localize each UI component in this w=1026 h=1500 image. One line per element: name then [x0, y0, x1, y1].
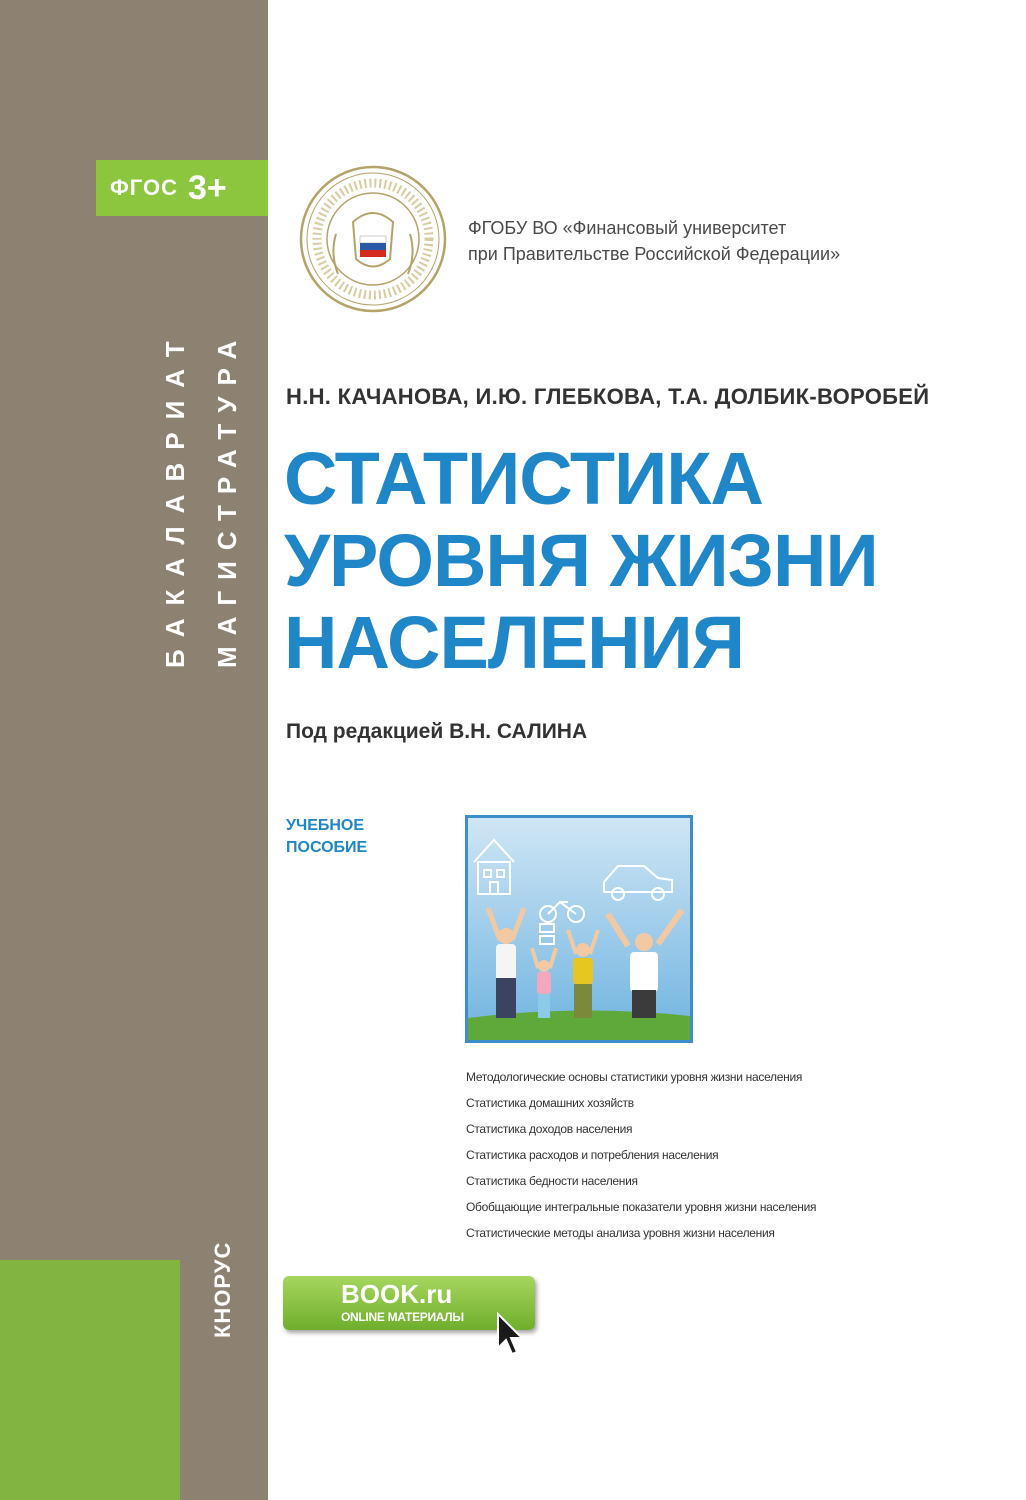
- toc-item: Методологические основы статистики уровня жизни населения: [466, 1070, 803, 1084]
- family-sky-illustration: [468, 818, 690, 1040]
- spine-green-block: [0, 1260, 180, 1500]
- title-line-3: НАСЕЛЕНИЯ: [284, 601, 744, 684]
- book-type: [286, 815, 367, 859]
- toc-item: Статистика бедности населения: [466, 1174, 638, 1188]
- level-master: МАГИСТРАТУРА: [212, 329, 242, 668]
- toc-item: Статистические методы анализа уровня жизни населения: [466, 1226, 775, 1240]
- book-title: [284, 438, 984, 684]
- toc-item: Статистика расходов и потребления населения: [466, 1148, 719, 1162]
- authors: Н.Н. КАЧАНОВА, И.Ю. ГЛЕБКОВА, Т.А. ДОЛБИК-ВОРОБЕЙ: [286, 384, 930, 409]
- toc-item: Статистика домашних хозяйств: [466, 1096, 634, 1110]
- online-materials-label: ONLINE МАТЕРИАЛЫ: [341, 1310, 464, 1324]
- cover-photo: [465, 815, 693, 1043]
- title-line-1: СТАТИСТИКА: [284, 437, 763, 520]
- table-of-contents: [466, 1064, 816, 1246]
- book-type-line-2: ПОСОБИЕ: [286, 839, 368, 856]
- editor: Под редакцией В.Н. САЛИНА: [286, 720, 588, 743]
- mouse-pointer-icon: [496, 1312, 524, 1358]
- level-bachelor: БАКАЛАВРИАТ: [160, 328, 190, 668]
- university-line-2: при Правительстве Российской Федерации»: [468, 244, 841, 264]
- book-type-line-1: УЧЕБНОЕ: [286, 817, 365, 834]
- university-name: [468, 215, 840, 267]
- publisher-name: КНОРУС: [210, 1241, 235, 1338]
- toc-item: Обобщающие интегральные показатели уровня жизни населения: [466, 1200, 817, 1214]
- university-seal-icon: [298, 164, 448, 314]
- university-line-1: ФГОБУ ВО «Финансовый университет: [468, 218, 787, 238]
- fgos-version: 3+: [187, 168, 227, 207]
- toc-item: Статистика доходов населения: [466, 1122, 633, 1136]
- book-ru-label: BOOK.ru: [341, 1279, 453, 1309]
- title-line-2: УРОВНЯ ЖИЗНИ: [284, 519, 878, 602]
- fgos-label: ФГОС: [110, 175, 178, 200]
- fgos-badge: [96, 160, 268, 216]
